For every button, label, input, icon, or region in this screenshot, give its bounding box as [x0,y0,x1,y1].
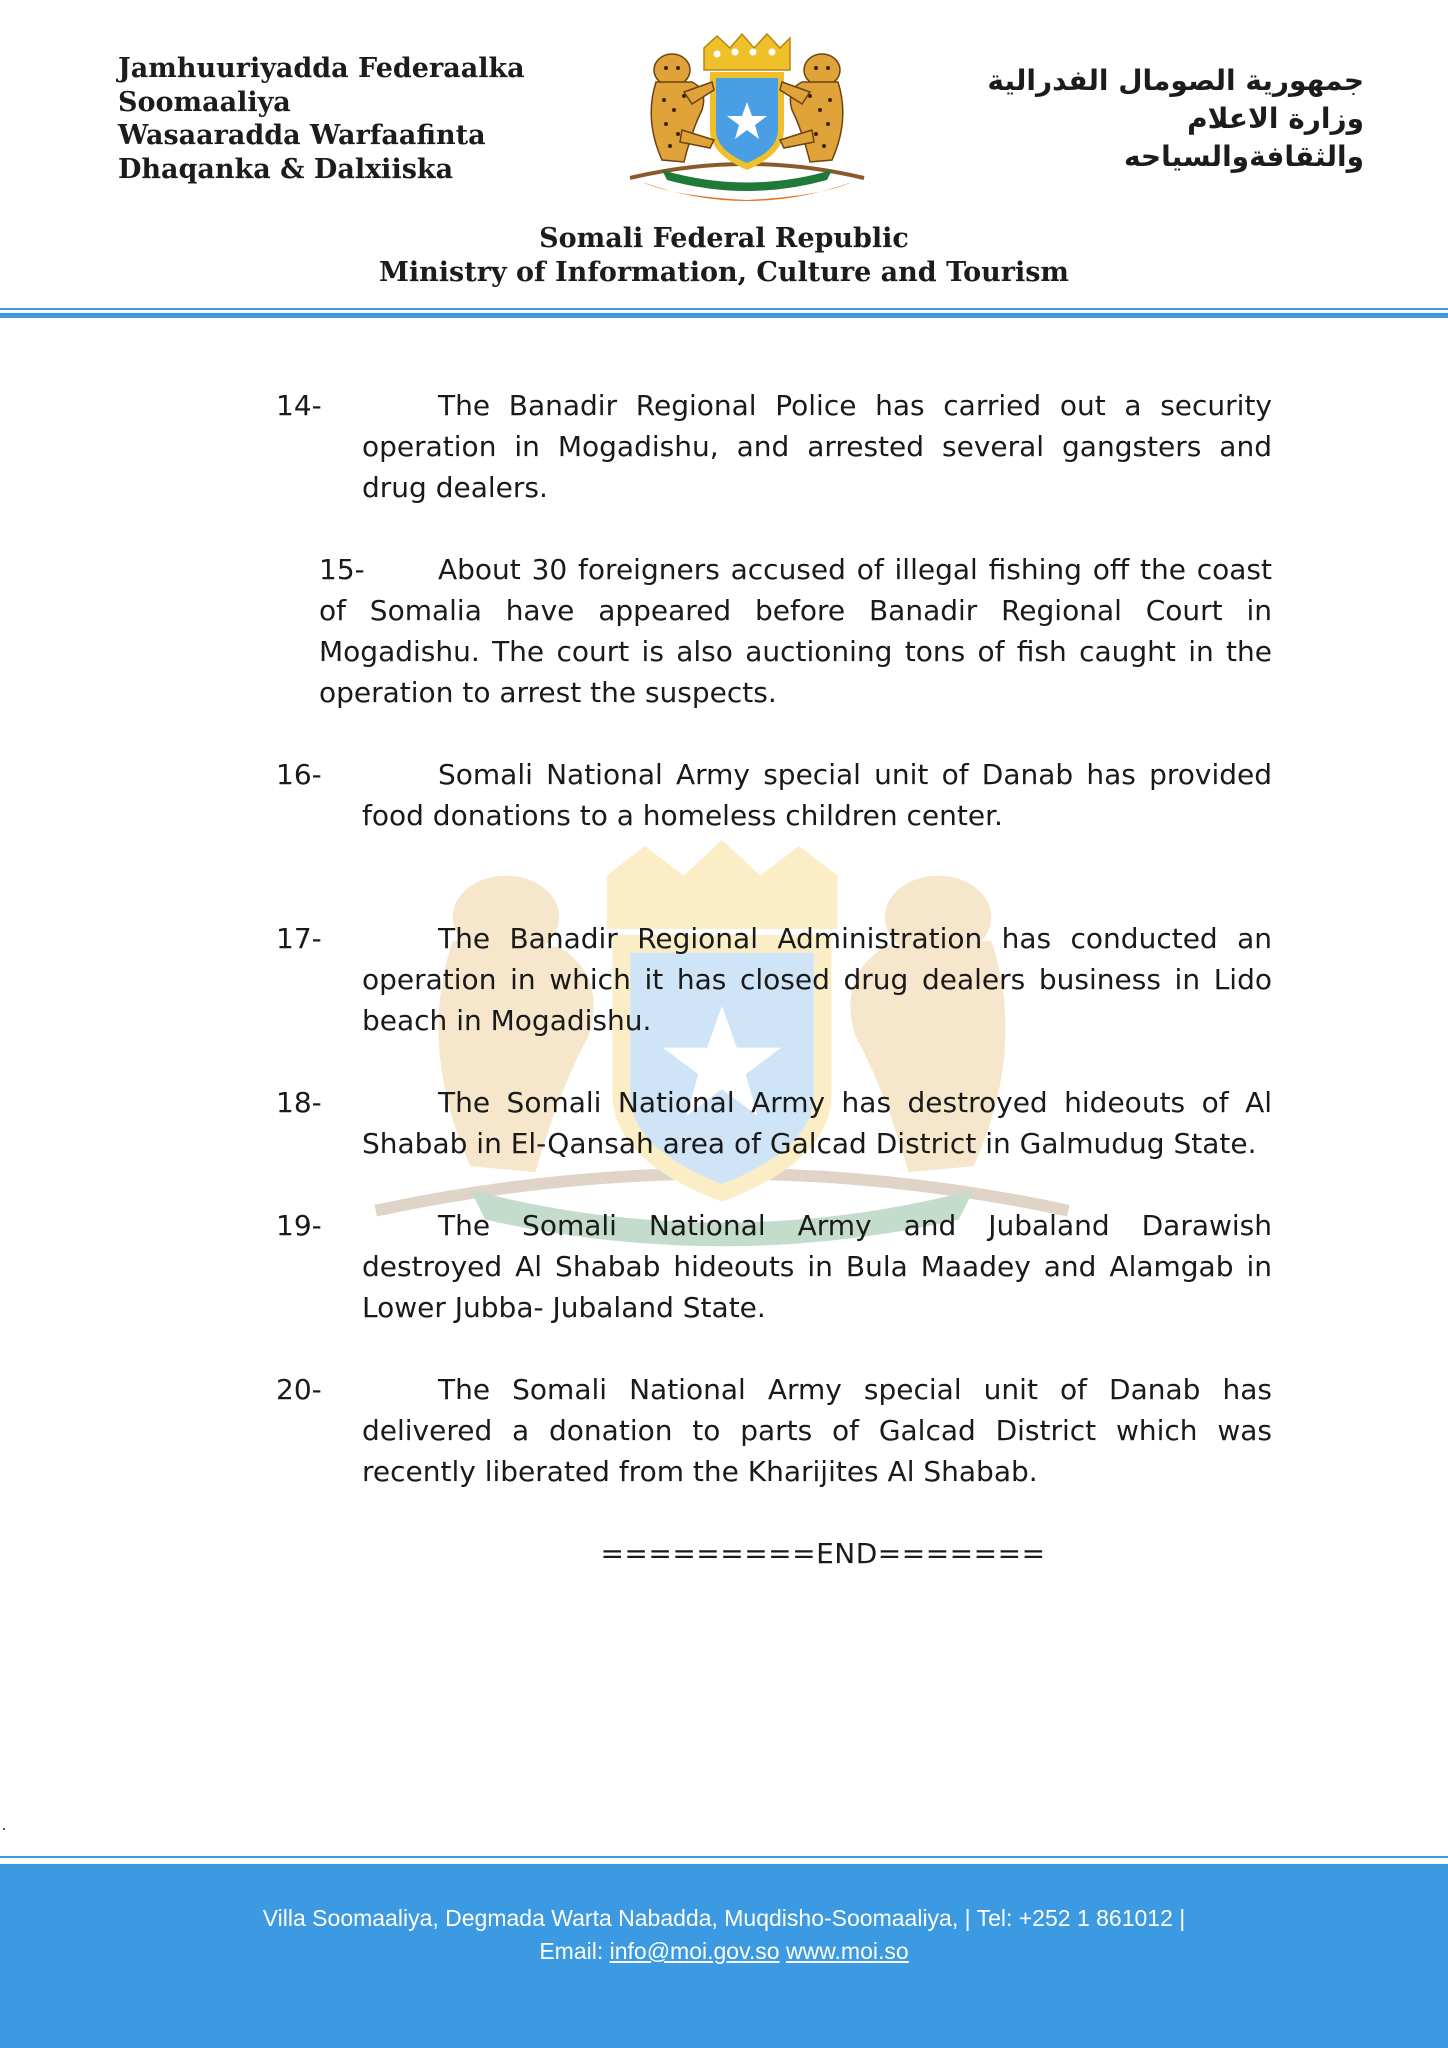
item-number: 16- [276,758,322,791]
stray-mark [3,1828,5,1830]
footer-divider-thin [0,1856,1448,1858]
item-number: 20- [276,1373,322,1406]
somali-name-line-1: Jamhuuriyadda Federaalka [118,53,525,84]
header-divider-thin [0,308,1448,310]
somali-name-line-2: Soomaaliya [118,86,291,118]
news-item [319,549,1272,713]
news-item [276,1205,1272,1328]
english-name-line-2: Ministry of Information, Culture and Tourism [379,257,1069,288]
news-item [276,1369,1272,1492]
arabic-name-line-1: جمهورية الصومال الفدرالية [987,64,1364,97]
news-item [276,918,1272,1041]
header-divider-thick [0,313,1448,318]
footer-contact [0,1935,1448,1968]
somali-ministry-name [118,52,525,186]
news-items [276,385,1272,1574]
arabic-name-line-2: وزارة الاعلام [1187,102,1364,135]
website-link[interactable]: www.moi.so [785,1938,909,1964]
item-text: About 30 foreigners accused of illegal fishing off the coast of Somalia have appeared before Banadir Regional Court in Mogadishu. The court is also auctioning tons of fish caught in the operation to arrest the suspects. [319,553,1272,709]
english-ministry-name [0,222,1448,290]
item-text: The Somali National Army and Jubaland Darawish destroyed Al Shabab hideouts in Bula Maadey and Alamgab in Lower Jubba- Jubaland State. [362,1209,1272,1324]
end-marker: =========END======= [600,1537,1046,1570]
item-number: 14- [276,389,322,422]
item-number: 18- [276,1086,322,1119]
somali-name-line-3: Wasaaradda Warfaafinta [118,120,486,151]
item-text: The Somali National Army special unit of Danab has delivered a donation to parts of Galcad District which was recently liberated from the Kharijites Al Shabab. [362,1373,1272,1488]
somali-name-line-4: Dhaqanka & Dalxiiska [118,153,454,185]
email-link[interactable]: info@moi.gov.so [609,1938,780,1964]
item-text: The Banadir Regional Police has carried out a security operation in Mogadishu, and arrested several gangsters and drug dealers. [362,389,1272,504]
news-item [276,385,1272,508]
item-number: 19- [276,1209,322,1242]
coat-of-arms-emblem [622,30,872,206]
item-text: The Somali National Army has destroyed hideouts of Al Shabab in El-Qansah area of Galcad District in Galmudug State. [362,1086,1272,1160]
footer-address: Villa Soomaaliya, Degmada Warta Nabadda, Muqdisho-Soomaaliya, | Tel: +252 1 861012 | [262,1905,1186,1931]
email-label: Email: [539,1938,604,1964]
item-number: 17- [276,922,322,955]
arabic-ministry-name [987,62,1364,176]
english-name-line-1: Somali Federal Republic [539,223,909,254]
item-text: Somali National Army special unit of Danab has provided food donations to a homeless children center. [362,758,1272,832]
news-item [276,1082,1272,1164]
item-text: The Banadir Regional Administration has conducted an operation in which it has closed drug dealers business in Lido beach in Mogadishu. [362,922,1272,1037]
item-number: 15- [319,553,365,586]
news-item [276,754,1272,836]
arabic-name-line-3: والثقافةوالسياحه [1123,140,1364,173]
footer [0,1864,1448,2048]
